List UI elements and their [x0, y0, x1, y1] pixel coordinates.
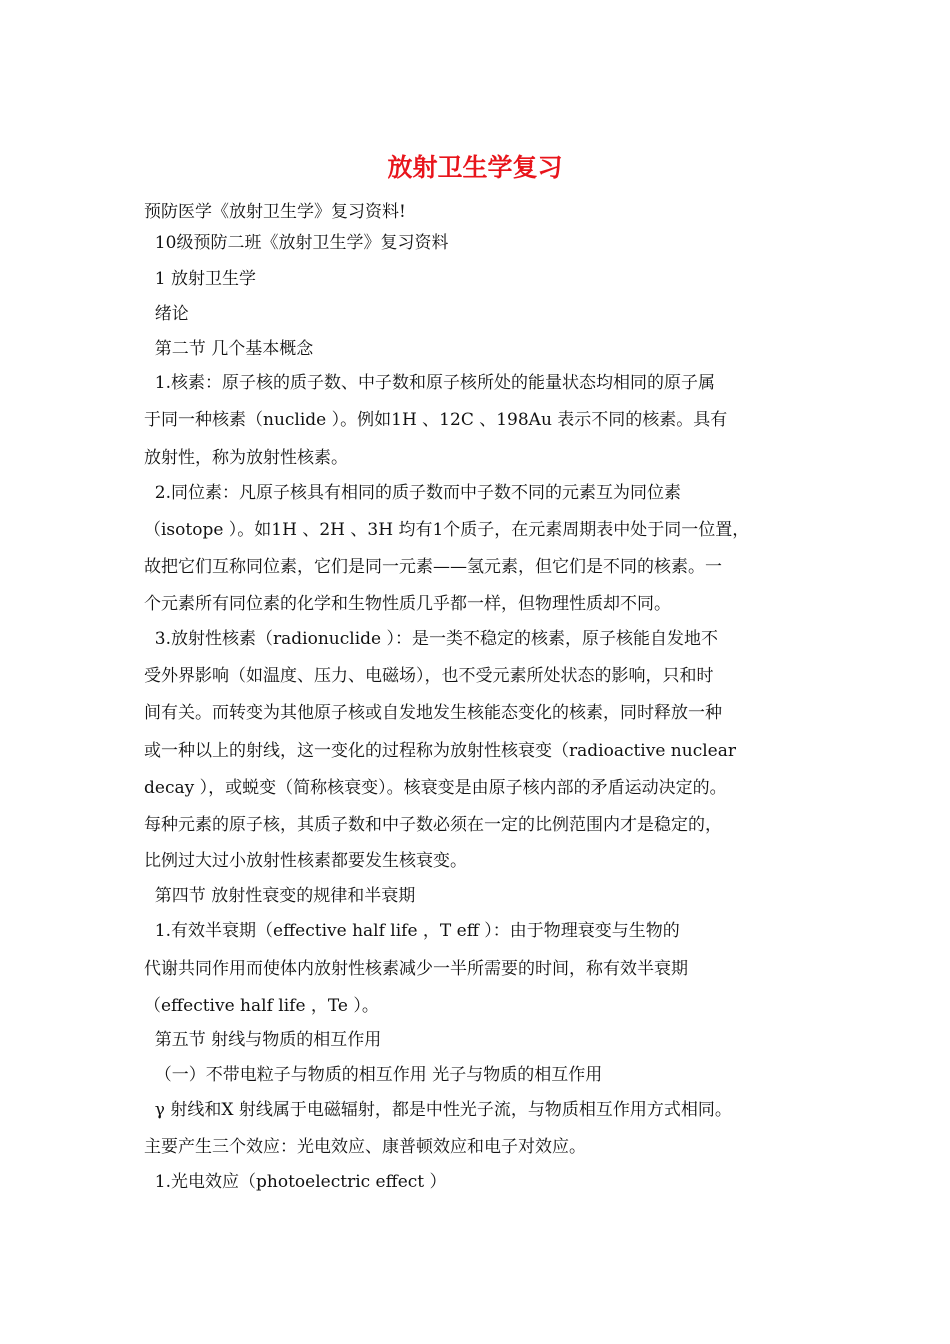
- text-line: （effective half life ，Te ）。: [144, 996, 379, 1016]
- text-line: （一）不带电粒子与物质的相互作用 光子与物质的相互作用: [144, 1065, 603, 1085]
- document-title: 放射卫生学复习: [387, 153, 563, 182]
- text-line: 预防医学《放射卫生学》复习资料!: [144, 202, 406, 222]
- text-line: 绪论: [144, 304, 189, 324]
- text-line: 个元素所有同位素的化学和生物性质几乎都一样，但物理性质却不同。: [144, 594, 671, 614]
- text-line: 3.放射性核素（radionuclide ）：是一类不稳定的核素，原子核能自发地不: [144, 629, 718, 649]
- text-line: 2.同位素：凡原子核具有相同的质子数而中子数不同的元素互为同位素: [144, 483, 682, 503]
- text-line: 于同一种核素（nuclide ）。例如1H 、12C 、198Au 表示不同的核素。具有: [144, 410, 728, 430]
- text-line: 10级预防二班《放射卫生学》复习资料: [144, 233, 449, 253]
- text-line: 1.光电效应（photoelectric effect ）: [144, 1172, 447, 1192]
- text-line: 比例过大过小放射性核素都要发生核衰变。: [144, 851, 467, 871]
- text-line: 第二节 几个基本概念: [144, 339, 314, 359]
- text-line: 主要产生三个效应：光电效应、康普顿效应和电子对效应。: [144, 1137, 586, 1157]
- text-line: （isotope ）。如1H 、2H 、3H 均有1个质子，在元素周期表中处于同一位置，: [144, 520, 750, 540]
- text-line: γ 射线和X 射线属于电磁辐射，都是中性光子流，与物质相互作用方式相同。: [144, 1100, 732, 1120]
- text-line: 第四节 放射性衰变的规律和半衰期: [144, 886, 416, 906]
- text-line: 受外界影响（如温度、压力、电磁场），也不受元素所处状态的影响，只和时: [144, 666, 714, 686]
- text-line: 代谢共同作用而使体内放射性核素减少一半所需要的时间，称有效半衰期: [144, 959, 688, 979]
- text-line: 放射性，称为放射性核素。: [144, 448, 348, 468]
- text-line: 1.有效半衰期（effective half life ，T eff ）：由于物理衰变与生物的: [144, 921, 680, 941]
- text-line: 间有关。而转变为其他原子核或自发地发生核能态变化的核素，同时释放一种: [144, 703, 722, 723]
- text-line: 1 放射卫生学: [144, 269, 257, 289]
- text-line: 故把它们互称同位素，它们是同一元素——氢元素，但它们是不同的核素。一: [144, 557, 722, 577]
- text-line: 或一种以上的射线，这一变化的过程称为放射性核衰变（radioactive nuclear: [144, 741, 736, 761]
- text-line: 1.核素：原子核的质子数、中子数和原子核所处的能量状态均相同的原子属: [144, 373, 716, 393]
- text-line: 第五节 射线与物质的相互作用: [144, 1030, 382, 1050]
- text-line: decay ），或蜕变（简称核衰变）。核衰变是由原子核内部的矛盾运动决定的。: [144, 778, 727, 798]
- text-line: 每种元素的原子核，其质子数和中子数必须在一定的比例范围内才是稳定的，: [144, 815, 722, 835]
